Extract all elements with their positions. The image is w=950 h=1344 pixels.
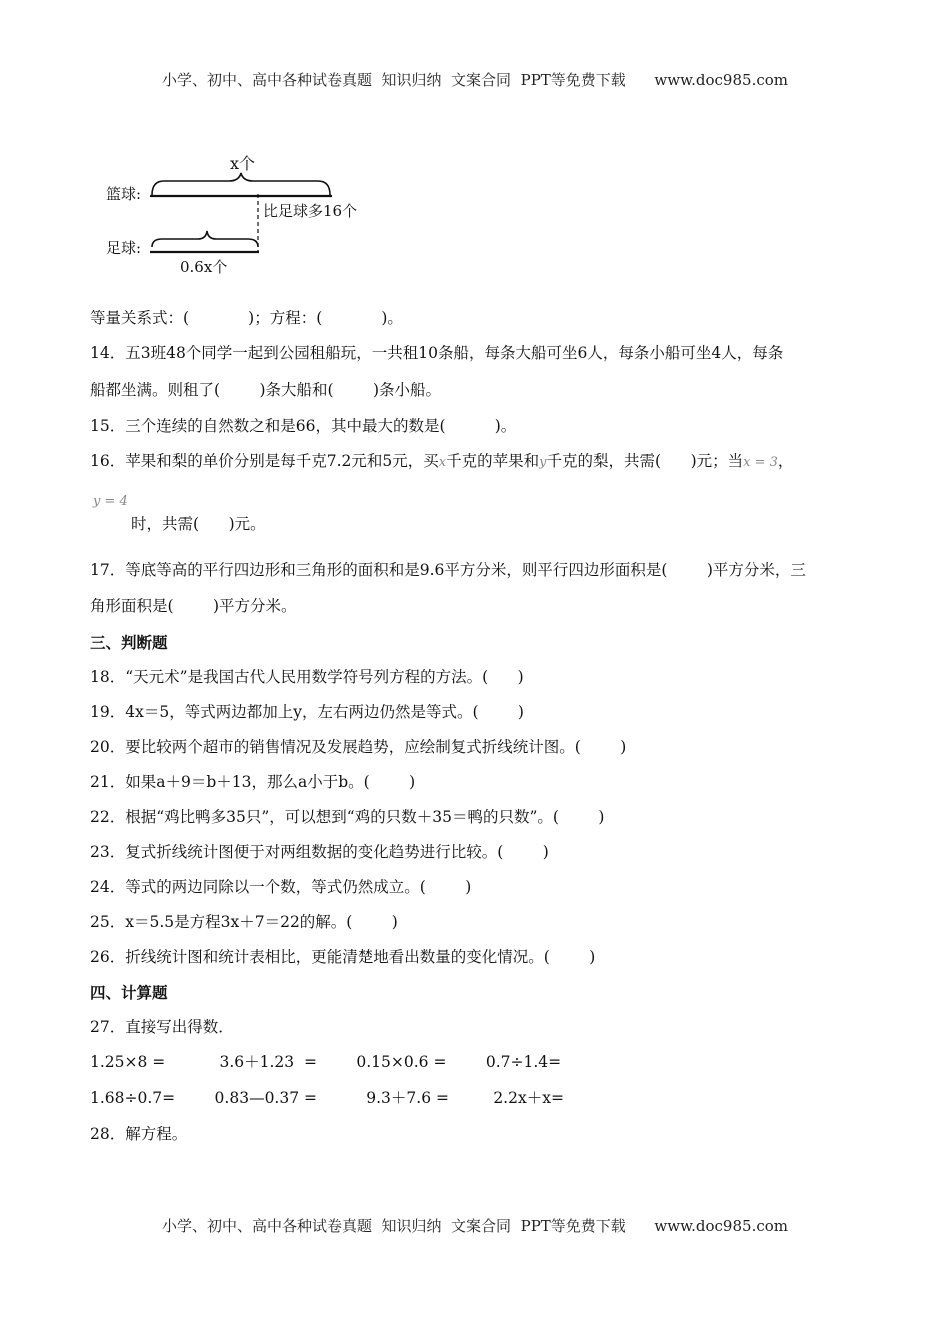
q14-line-2: 船都坐满。则租了( )条大船和( )条小船。 xyxy=(90,381,442,399)
q16-line-2: 时，共需( )元。 xyxy=(131,515,266,533)
section-4-title: 四、计算题 xyxy=(90,983,168,1002)
q16-text-a: 16．苹果和梨的单价分别是每千克7.2元和5元，买 xyxy=(90,452,439,470)
q13-relation-line: 等量关系式：( )；方程：( )。 xyxy=(90,309,403,327)
q16-line-1 xyxy=(90,449,793,471)
football-brace xyxy=(152,231,258,247)
q18-line: 18．“天元术”是我国古代人民用数学符号列方程的方法。( ) xyxy=(90,668,524,686)
basketball-brace xyxy=(152,173,330,195)
q26-line: 26．折线统计图和统计表相比，更能清楚地看出数量的变化情况。( ) xyxy=(90,948,596,966)
q16-eq-y: y = 4 xyxy=(93,494,128,509)
section-3-title: 三、判断题 xyxy=(90,633,168,652)
diagram-bottom-label: 0.6x个 xyxy=(180,258,228,276)
q15-line: 15．三个连续的自然数之和是66，其中最大的数是( )。 xyxy=(90,417,517,435)
q28-line: 28．解方程。 xyxy=(90,1125,188,1143)
q27-line: 27．直接写出得数． xyxy=(90,1018,234,1036)
q25-line: 25．x＝5.5是方程3x＋7＝22的解。( ) xyxy=(90,913,398,931)
diagram-top-label: x个 xyxy=(230,154,256,173)
q16-text-b: 千克的苹果和 xyxy=(446,452,540,470)
q17-line-2: 角形面积是( )平方分米。 xyxy=(90,597,297,615)
page-header: 小学、初中、高中各种试卷真题 知识归纳 文案合同 PPT等免费下载 www.doc985.com xyxy=(161,71,788,89)
calc-row-1: 1.25×8 = 3.6＋1.23 = 0.15×0.6 = 0.7÷1.4= xyxy=(90,1053,562,1071)
difference-label: 比足球多16个 xyxy=(263,202,358,220)
q16-eq-x: x = 3 xyxy=(743,455,778,470)
page-footer: 小学、初中、高中各种试卷真题 知识归纳 文案合同 PPT等免费下载 www.doc985.com xyxy=(161,1217,788,1235)
q17-line-1: 17．等底等高的平行四边形和三角形的面积和是9.6平方分米，则平行四边形面积是( )平方分米，三 xyxy=(90,561,806,579)
q23-line: 23．复式折线统计图便于对两组数据的变化趋势进行比较。( ) xyxy=(90,843,549,861)
q16-text-c: 千克的梨，共需( )元；当 xyxy=(546,452,744,470)
q16-text-d: ， xyxy=(777,452,794,470)
basketball-label: 篮球: xyxy=(106,185,142,203)
calc-row-2: 1.68÷0.7= 0.83—0.37 = 9.3＋7.6 = 2.2x＋x= xyxy=(90,1089,564,1107)
q19-line: 19．4x＝5，等式两边都加上y，左右两边仍然是等式。( ) xyxy=(90,703,524,721)
q14-line-1: 14．五3班48个同学一起到公园租船玩，一共租10条船，每条大船可坐6人，每条小船可坐4人，每条 xyxy=(90,344,784,362)
q16-var-x: x xyxy=(438,455,447,470)
q16-var-y: y xyxy=(539,455,547,470)
quantity-diagram xyxy=(0,0,950,290)
football-label: 足球: xyxy=(106,239,142,257)
q20-line: 20．要比较两个超市的销售情况及发展趋势，应绘制复式折线统计图。( ) xyxy=(90,738,627,756)
q22-line: 22．根据“鸡比鸭多35只”，可以想到“鸡的只数＋35＝鸭的只数”。( ) xyxy=(90,808,605,826)
q21-line: 21．如果a＋9＝b＋13，那么a小于b。( ) xyxy=(90,773,416,791)
q24-line: 24．等式的两边同除以一个数，等式仍然成立。( ) xyxy=(90,878,472,896)
